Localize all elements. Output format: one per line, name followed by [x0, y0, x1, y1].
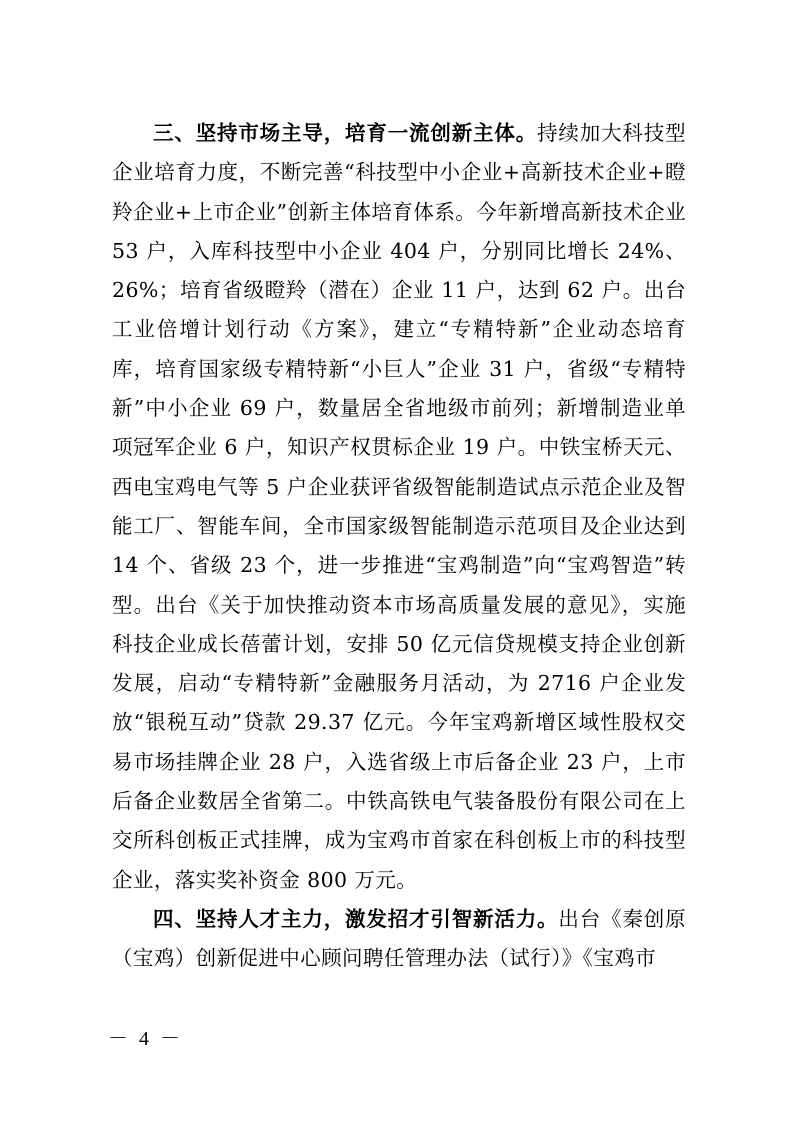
document-body — [112, 114, 686, 979]
paragraph-4-text: 出台《秦创原（宝鸡）创新促进中心顾问聘任管理办法（试行）》《宝鸡市 — [112, 906, 686, 971]
paragraph-4-heading: 四、坚持人才主力，激发招才引智新活力。 — [153, 906, 559, 931]
paragraph-4 — [112, 900, 686, 979]
paragraph-3 — [112, 114, 686, 900]
page-number: － 4 － — [108, 1028, 183, 1050]
paragraph-3-heading: 三、坚持市场主导，培育一流创新主体。 — [153, 121, 538, 145]
paragraph-3-text: 持续加大科技型企业培育力度，不断完善“科技型中小企业+高新技术企业+瞪羚企业+上市企业”创新主体培育体系。今年新增高新技术企业 53 户，入库科技型中小企业 404 户，分别同比增长 24%、26%；培育省级瞪羚（潜在）企业 11 户，达到 62 户。出台工业倍增计划行动《方案》，建立“专精特新”企业动态培育库，培育国家级专精特新“小巨人”企业 31 户，省级“专精特新”中小企业 69 户，数量居全省地级市前列；新增制造业单项冠军企业 6 户，知识产权贯标企业 19 户。中铁宝桥天元、西电宝鸡电气等 5 户企业获评省级智能制造试点示范企业及智能工厂、智能车间，全市国家级智能制造示范项目及企业达到 14 个、省级 23 个，进一步推进“宝鸡制造”向“宝鸡智造”转型。出台《关于加快推动资本市场高质量发展的意见》，实施科技企业成长蓓蕾计划，安排 50 亿元信贷规模支持企业创新发展，启动“专精特新”金融服务月活动，为 2716 户企业发放“银税互动”贷款 29.37 亿元。今年宝鸡新增区域性股权交易市场挂牌企业 28 户，入选省级上市后备企业 23 户，上市后备企业数居全省第二。中铁高铁电气装备股份有限公司在上交所科创板正式挂牌，成为宝鸡市首家在科创板上市的科技型企业，落实奖补资金 800 万元。 — [112, 121, 686, 892]
